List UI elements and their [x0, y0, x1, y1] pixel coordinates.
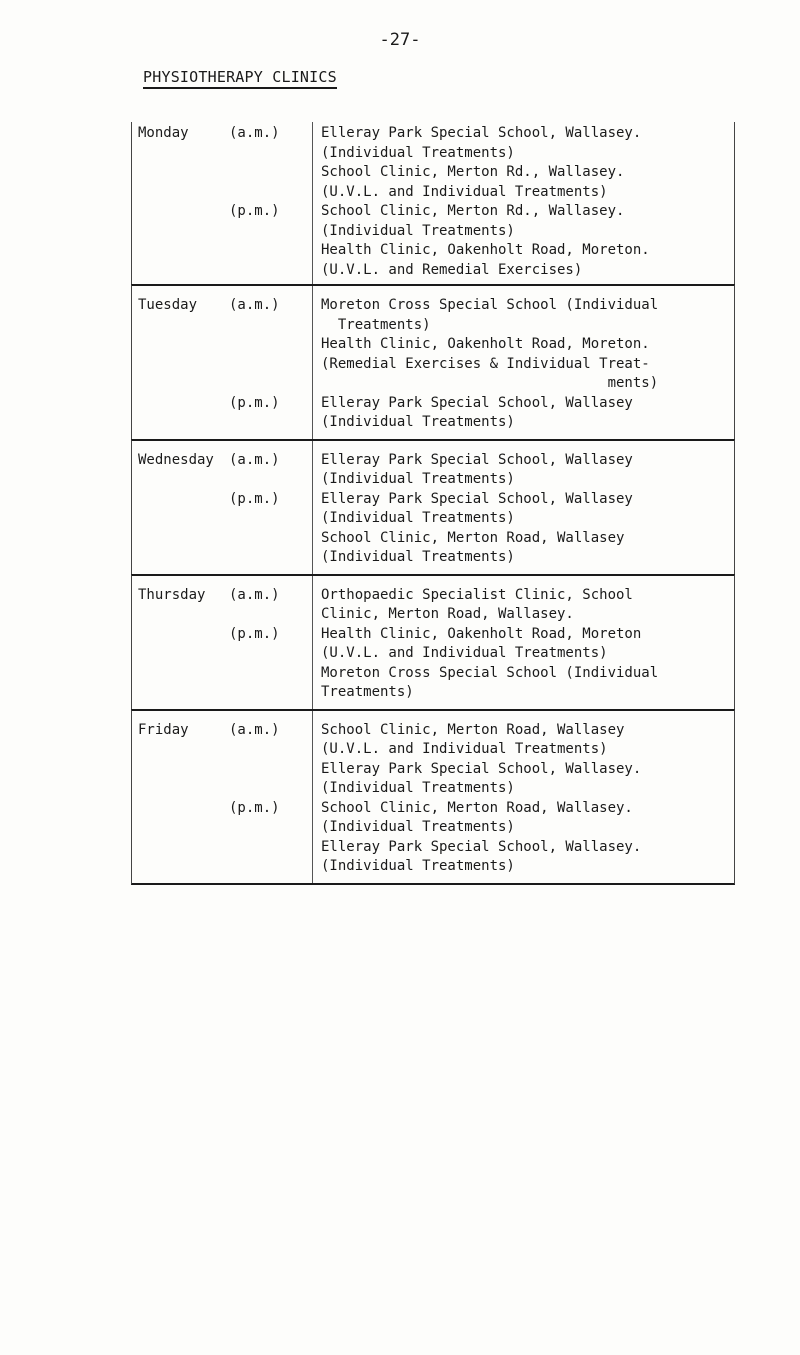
session-label: (a.m.)	[229, 451, 280, 468]
clinic-detail-line: School Clinic, Merton Rd., Wallasey.	[321, 203, 625, 219]
clinic-detail-line: (Individual Treatments)	[321, 471, 515, 487]
clinic-detail-line: Health Clinic, Oakenholt Road, Moreton	[321, 625, 642, 642]
clinic-detail-line: (Individual Treatments)	[321, 222, 515, 239]
column-divider	[312, 711, 313, 883]
clinic-detail-line: Clinic, Merton Road, Wallasey.	[321, 606, 574, 622]
clinic-detail-line: (Individual Treatments)	[321, 819, 515, 835]
day-row-friday	[131, 709, 735, 885]
clinic-detail-line: School Clinic, Merton Road, Wallasey.	[321, 799, 633, 816]
session-label: (p.m.)	[229, 799, 280, 816]
clinic-detail-line: (Individual Treatments)	[321, 510, 515, 526]
clinic-detail-line: Treatments)	[321, 316, 431, 333]
session-label: (a.m.)	[229, 297, 280, 313]
clinic-detail-line: (Individual Treatments)	[321, 549, 515, 565]
clinic-detail-line: Health Clinic, Oakenholt Road, Moreton.	[321, 242, 650, 258]
clinic-detail-line: Elleray Park Special School, Wallasey.	[321, 125, 642, 141]
clinic-detail-line: School Clinic, Merton Rd., Wallasey.	[321, 164, 625, 180]
session-label: (p.m.)	[229, 203, 280, 219]
clinic-detail-line: (Individual Treatments)	[321, 780, 515, 796]
session-label: (a.m.)	[229, 721, 280, 738]
clinic-details	[321, 296, 734, 433]
clinic-detail-line: Elleray Park Special School, Wallasey.	[321, 838, 642, 855]
page-number: -27-	[379, 30, 421, 50]
day-label: Tuesday	[138, 297, 198, 313]
session-label: (p.m.)	[229, 625, 280, 642]
day-label: Friday	[138, 721, 189, 738]
day-row-monday	[131, 122, 735, 284]
clinic-details	[321, 586, 734, 703]
session-label: (p.m.)	[229, 394, 280, 411]
column-divider	[312, 122, 313, 284]
clinic-detail-line: Moreton Cross Special School (Individual	[321, 664, 659, 681]
clinic-detail-line: Elleray Park Special School, Wallasey.	[321, 760, 642, 777]
clinic-detail-line: Health Clinic, Oakenholt Road, Moreton.	[321, 336, 650, 352]
clinic-detail-line: (U.V.L. and Individual Treatments)	[321, 645, 608, 661]
clinic-detail-line: School Clinic, Merton Road, Wallasey	[321, 529, 625, 546]
clinic-detail-line: (Remedial Exercises & Individual Treat-	[321, 355, 650, 372]
clinic-details	[321, 451, 734, 568]
column-divider	[312, 576, 313, 709]
session-label: (p.m.)	[229, 490, 280, 507]
clinic-detail-line: Elleray Park Special School, Wallasey	[321, 394, 633, 411]
clinic-detail-line: (Individual Treatments)	[321, 858, 515, 874]
clinic-detail-line: ments)	[321, 375, 659, 391]
clinic-detail-line: (Individual Treatments)	[321, 144, 515, 161]
session-label: (a.m.)	[229, 125, 280, 141]
clinic-detail-line: Treatments)	[321, 684, 414, 700]
column-divider	[312, 441, 313, 574]
day-label: Thursday	[138, 586, 206, 603]
day-label: Monday	[138, 125, 189, 141]
clinic-details	[321, 721, 734, 877]
clinic-detail-line: (Individual Treatments)	[321, 414, 515, 430]
clinic-detail-line: School Clinic, Merton Road, Wallasey	[321, 721, 625, 738]
clinic-detail-line: Orthopaedic Specialist Clinic, School	[321, 586, 633, 603]
column-divider	[312, 286, 313, 439]
clinic-details	[321, 124, 734, 280]
page-heading: PHYSIOTHERAPY CLINICS	[143, 68, 337, 89]
clinic-detail-line: Moreton Cross Special School (Individual	[321, 297, 659, 313]
day-row-wednesday	[131, 439, 735, 574]
clinic-detail-line: (U.V.L. and Remedial Exercises)	[321, 261, 583, 278]
clinic-detail-line: (U.V.L. and Individual Treatments)	[321, 183, 608, 200]
clinic-detail-line: Elleray Park Special School, Wallasey	[321, 490, 633, 507]
clinic-detail-line: (U.V.L. and Individual Treatments)	[321, 741, 608, 757]
day-label: Wednesday	[138, 451, 214, 468]
day-row-tuesday	[131, 284, 735, 439]
day-row-thursday	[131, 574, 735, 709]
clinic-schedule-table	[131, 122, 735, 885]
session-label: (a.m.)	[229, 586, 280, 603]
clinic-detail-line: Elleray Park Special School, Wallasey	[321, 451, 633, 468]
